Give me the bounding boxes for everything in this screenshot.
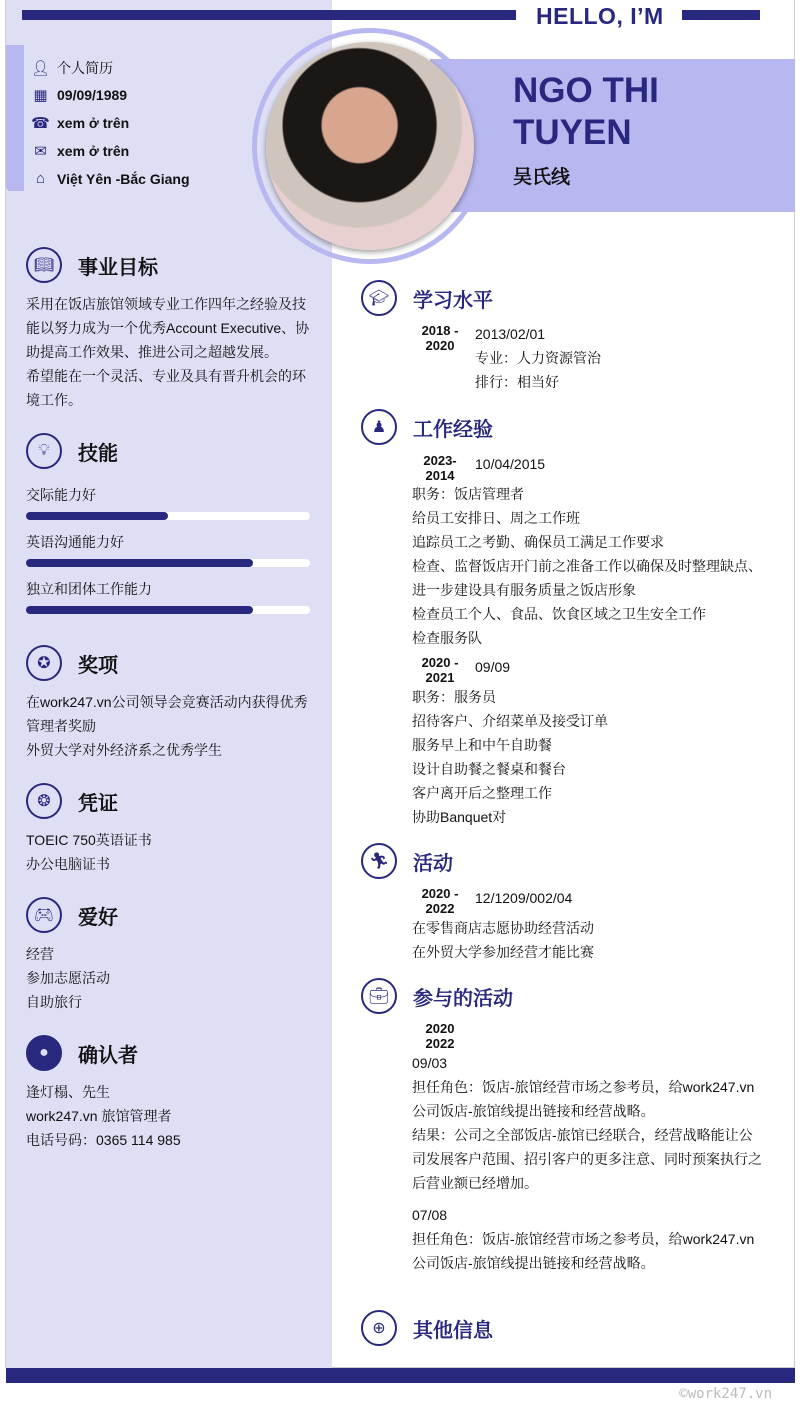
section-title: 凭证 <box>78 792 118 815</box>
running-person-icon: 🏃︎ <box>361 843 397 879</box>
text-line: 境工作。 <box>26 392 82 408</box>
text-line: 担任角色：饭店-旅馆经营市场之参考员，给work247.vn <box>412 1231 755 1247</box>
text-line: 客户离开后之整理工作 <box>412 785 552 801</box>
education-details <box>475 322 601 394</box>
text-line: 设计自助餐之餐桌和餐台 <box>412 761 566 777</box>
year-start: 2020 - <box>421 655 459 670</box>
text-line: 在零售商店志愿协助经营活动 <box>412 920 594 936</box>
contact-text: 个人简历 <box>57 60 113 76</box>
section-other <box>361 1310 493 1346</box>
footer-bar <box>6 1368 795 1383</box>
section-hobbies <box>26 897 118 933</box>
year-end: 2014 <box>425 468 455 483</box>
section-title: 爱好 <box>78 906 118 929</box>
year-start: 2023- <box>423 453 457 468</box>
text-line: 2013/02/01 <box>475 326 546 342</box>
text-line: 09/03 <box>412 1055 448 1071</box>
section-title: 学习水平 <box>413 289 493 312</box>
text-line: 检查、监督饭店开门前之准备工作以确保及时整理缺点、 <box>412 558 762 574</box>
job-date: 10/04/2015 <box>475 456 546 472</box>
text-line: 进一步建设具有服务质量之饭店形象 <box>412 582 636 598</box>
contact-item <box>32 86 127 103</box>
chinese-name: 吴氏线 <box>513 167 571 188</box>
skill-fill <box>26 559 253 567</box>
section-title: 事业目标 <box>78 256 158 279</box>
section-activities <box>361 843 453 879</box>
text-line: 检查服务队 <box>412 630 482 646</box>
employee-icon: ♟ <box>361 409 397 445</box>
certificate-icon: ❂ <box>26 783 62 819</box>
section-certificates <box>26 783 118 819</box>
activity-details <box>412 916 594 964</box>
text-line: 招待客户、介绍菜单及接受订单 <box>412 713 608 729</box>
user-icon: 👤︎ <box>30 60 51 77</box>
job-years <box>417 655 463 685</box>
text-line: 能以努力成为一个优秀Account Executive、协 <box>26 320 310 336</box>
email: xem ở trên <box>57 142 130 159</box>
hello-heading: HELLO, I’M <box>536 3 664 29</box>
text-line: 参加志愿活动 <box>26 970 110 986</box>
text-line: 后营业额已经增加。 <box>412 1175 538 1191</box>
job-years <box>417 453 463 483</box>
contact-item <box>32 170 190 187</box>
gamepad-icon: 🎮︎ <box>26 897 62 933</box>
watermark: ©work247.vn <box>679 1386 772 1402</box>
section-title: 工作经验 <box>413 418 493 441</box>
text-line: 公司饭店-旅馆线提出链接和经营战略。 <box>412 1103 655 1119</box>
skill-label: 交际能力好 <box>26 487 96 503</box>
job-date: 09/09 <box>475 659 511 675</box>
skills-list <box>26 483 310 624</box>
objective-text <box>26 292 309 412</box>
text-line: 外贸大学对外经济系之优秀学生 <box>26 742 222 758</box>
reference-text <box>26 1080 181 1152</box>
year-end: 2021 <box>425 670 455 685</box>
year-end: 2022 <box>425 901 455 916</box>
skill-bar <box>26 559 310 567</box>
phone: xem ở trên <box>57 114 130 131</box>
text-line: 检查员工个人、食品、饮食区域之卫生安全工作 <box>412 606 706 622</box>
section-experience <box>361 409 493 445</box>
plus-circle-icon: ⊕ <box>361 1310 397 1346</box>
hobbies-text <box>26 942 110 1014</box>
text-line: 经营 <box>26 946 54 962</box>
section-education <box>361 280 493 316</box>
job-details <box>412 482 762 650</box>
section-title: 确认者 <box>78 1044 138 1067</box>
person-icon: ● <box>26 1035 62 1071</box>
job-details <box>412 685 608 829</box>
text-line: 排行：相当好 <box>475 374 559 390</box>
certs-text <box>26 828 152 876</box>
text-line: 追踪员工之考勤、确保员工满足工作要求 <box>412 534 664 550</box>
section-participated <box>361 978 513 1014</box>
text-line: 结果：公司之全部饭店-旅馆已经联合，经营战略能让公 <box>412 1127 753 1143</box>
lightbulb-icon: 💡︎ <box>26 433 62 469</box>
briefcase-icon: 💼︎ <box>361 978 397 1014</box>
text-line: 助提高工作效果、推进公司之超越发展。 <box>26 344 278 360</box>
text-line: 07/08 <box>412 1207 448 1223</box>
text-line: 服务早上和中午自助餐 <box>412 737 552 753</box>
participated-details <box>412 1051 762 1275</box>
text-line: 职务：服务员 <box>412 689 496 705</box>
section-skills <box>26 433 118 469</box>
activity-years <box>417 886 463 916</box>
phone-icon: ☎ <box>31 114 50 132</box>
skill-fill <box>26 512 168 520</box>
section-title: 参与的活动 <box>413 987 513 1010</box>
text-line: 电话号码：0365 114 985 <box>26 1132 181 1148</box>
text-line: 专业：人力资源管治 <box>475 350 601 366</box>
section-reference <box>26 1035 138 1071</box>
top-bar-left <box>22 10 516 20</box>
skill-label: 独立和团体工作能力 <box>26 581 152 597</box>
skill-fill <box>26 606 253 614</box>
text-line: 司发展客户范围、招引客户的更多注意、同时预案执行之 <box>412 1151 762 1167</box>
text-line: 办公电脑证书 <box>26 856 110 872</box>
section-title: 技能 <box>78 442 118 465</box>
year-start: 2018 - <box>421 323 459 338</box>
top-bar-right <box>682 10 760 20</box>
section-title: 其他信息 <box>413 1319 493 1342</box>
section-awards <box>26 645 118 681</box>
text-line: 协助Banquet对 <box>412 809 507 825</box>
profile-photo <box>266 42 474 250</box>
text-line: 在外贸大学参加经营才能比赛 <box>412 944 594 960</box>
text-line: 职务：饭店管理者 <box>412 486 524 502</box>
book-icon: 📖︎ <box>26 247 62 283</box>
contact-item <box>32 142 129 159</box>
year-start: 2020 - <box>421 886 459 901</box>
text-line: 给员工安排日、周之工作班 <box>412 510 580 526</box>
year-end: 2022 <box>425 1036 455 1051</box>
participated-years <box>417 1021 463 1051</box>
text-line: 在work247.vn公司领导会竞赛活动内获得优秀 <box>26 694 308 710</box>
text-line: work247.vn 旅馆管理者 <box>26 1108 172 1124</box>
name-line-1: NGO THI <box>513 71 659 110</box>
full-name <box>513 70 659 154</box>
award-icon: ✪ <box>26 645 62 681</box>
text-line: 担任角色：饭店-旅馆经营市场之参考员，给work247.vn <box>412 1079 755 1095</box>
section-objective <box>26 247 158 283</box>
contact-item <box>32 114 129 131</box>
birthdate: 09/09/1989 <box>57 86 128 103</box>
text-line: 采用在饭店旅馆领域专业工作四年之经验及技 <box>26 296 306 312</box>
section-title: 活动 <box>413 852 453 875</box>
text-line: 自助旅行 <box>26 994 82 1010</box>
awards-text <box>26 690 308 762</box>
home-icon: ⌂ <box>35 170 46 187</box>
text-line: 管理者奖励 <box>26 718 96 734</box>
contact-accent-bar <box>6 45 24 191</box>
skill-bar <box>26 512 310 520</box>
skill-bar <box>26 606 310 614</box>
year-start: 2020 <box>425 1021 455 1036</box>
calendar-icon: ▦ <box>33 86 48 104</box>
text-line: TOEIC 750英语证书 <box>26 832 152 848</box>
address: Việt Yên -Bắc Giang <box>57 170 190 187</box>
email-icon: ✉ <box>34 142 47 160</box>
section-title: 奖项 <box>78 654 118 677</box>
text-line: 希望能在一个灵活、专业及具有晋升机会的环 <box>26 368 306 384</box>
year-end: 2020 <box>425 338 455 353</box>
education-years <box>417 323 463 353</box>
text-line: 公司饭店-旅馆线提出链接和经营战略。 <box>412 1255 655 1271</box>
activity-date: 12/1209/002/04 <box>475 890 573 906</box>
text-line: 逢灯榻、先生 <box>26 1084 110 1100</box>
graduation-cap-icon: 🎓︎ <box>361 280 397 316</box>
skill-label: 英语沟通能力好 <box>26 534 124 550</box>
contact-item <box>32 58 113 78</box>
name-line-2: TUYEN <box>513 113 632 152</box>
